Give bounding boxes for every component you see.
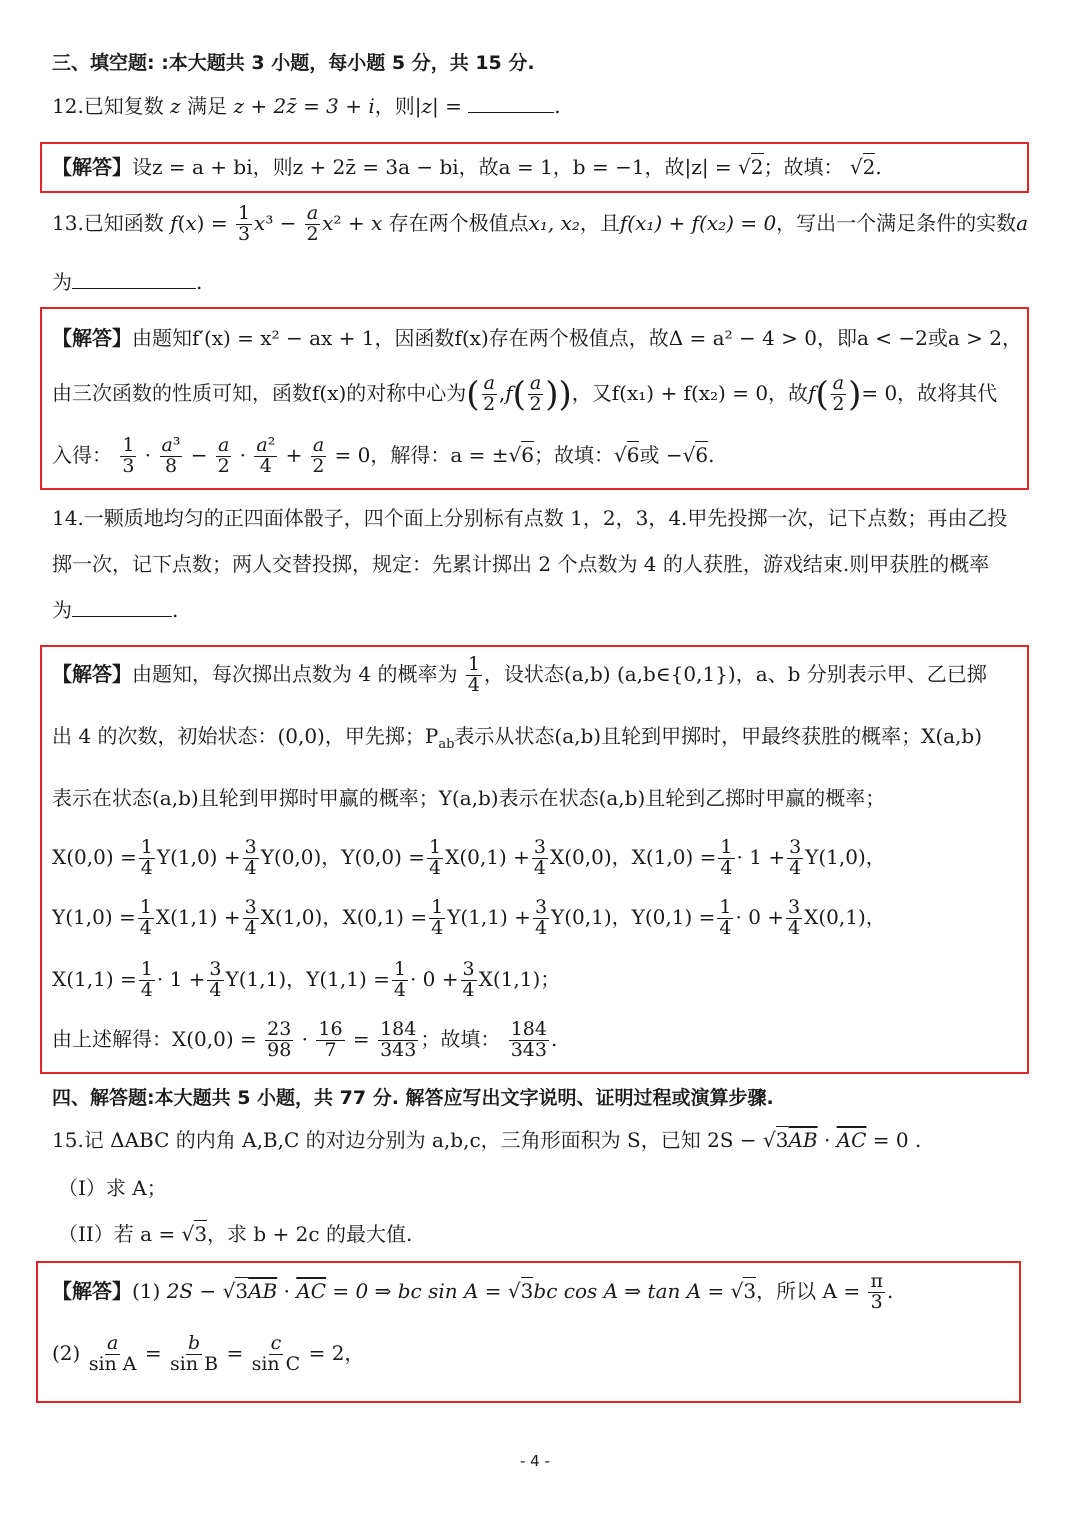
answer-blank — [468, 111, 554, 113]
answer-blank — [72, 615, 172, 617]
page-number: - 4 - — [520, 1452, 550, 1470]
question-14-line1: 14.一颗质地均匀的正四面体骰子，四个面上分别标有点数 1，2，3，4.甲先投掷一次，记下点数；再由乙投 — [52, 506, 1008, 530]
answer-15-part1: 【解答】(1) $2S - √3\overline{AB} \cdot \overline{AC} = 0$ ⇒ bc sin A = √3bc cos A ⇒ tan A = √3，所以 A = $\frac{\pi}{3}$ . — [52, 1270, 894, 1313]
section4-heading: 四、解答题:本大题共 5 小题，共 77 分. 解答应写出文字说明、证明过程或演算步骤. — [52, 1087, 774, 1109]
question-15-part1: （I）求 A； — [58, 1176, 167, 1200]
question-13: 13.已知函数 f(x) = $\frac{1}{3}$ x³ − $\frac{a}{2}$ x² + x 存在两个极值点x₁, x₂，且f(x₁) + f(x₂) = 0，写出一个满足条件的实数a — [52, 202, 1029, 245]
answer-14-eq3: X(1,1) = $\frac{1}{4}$ · 1 + $\frac{3}{4}$ Y(1,1)，Y(1,1) = $\frac{1}{4}$ · 0 + $\frac{3}{4}$ X(1,1)； — [52, 958, 561, 1001]
answer-14-line2: 出 4 的次数，初始状态：(0,0)，甲先掷；$P_{ab}$表示从状态(a,b)且轮到甲掷时，甲最终获胜的概率；X(a,b) — [52, 724, 983, 752]
question-14-line2: 掷一次，记下点数；两人交替投掷，规定：先累计掷出 2 个点数为 4 的人获胜，游戏结束.则甲获胜的概率 — [52, 552, 990, 576]
answer-14-result: 由上述解得：X(0,0) = $\frac{23}{98}$ · $\frac{16}{7}$ = $\frac{184}{343}$ ；故填： $\frac{184}{343}$ . — [52, 1018, 558, 1061]
answer-13-line1: 【解答】由题知f′(x) = x² − ax + 1，因函数f(x)存在两个极值点，故Δ = a² − 4 > 0，即a < −2或a > 2， — [52, 326, 1023, 350]
answer-13-line2: 由三次函数的性质可知，函数f(x)的对称中心为( $\frac{a}{2}$ ,f( $\frac{a}{2}$ ))，又f(x₁) + f(x₂) = 0，故f( $\frac{a}{2}$ )= 0，故将其代 — [52, 372, 998, 415]
answer-13-line3: 入得： $\frac{1}{3}$ · $\frac{\text{a³}}{8}$ − $\frac{a}{2}$ · $\frac{\text{a²}}{4}$ + $\frac{a}{2}$ = 0，解得：a = ±√6；故填：√6或 −√6. — [52, 434, 715, 477]
answer-14-eq2: Y(1,0) = $\frac{1}{4}$ X(1,1) + $\frac{3}{4}$ X(1,0)，X(0,1) = $\frac{1}{4}$ Y(1,1) + $\frac{3}{4}$ Y(0,1)，Y(0,1) = $\frac{1}{4}$ · 0 + $\frac{3}{4}$ X(0,1)， — [52, 896, 886, 939]
fraction: $\frac{1}{3}$ — [237, 202, 251, 245]
answer-12: 【解答】设z = a + bi，则z + 2z̄ = 3a − bi，故a = 1，b = −1，故|z| = √2；故填： √2. — [52, 155, 882, 179]
answer-14-eq1: X(0,0) = $\frac{1}{4}$ Y(1,0) + $\frac{3}{4}$ Y(0,0)，Y(0,0) = $\frac{1}{4}$ X(0,1) + $\frac{3}{4}$ X(0,0)，X(1,0) = $\frac{1}{4}$ · 1 + $\frac{3}{4}$ Y(1,0)， — [52, 836, 886, 879]
answer-blank — [72, 287, 196, 289]
answer-14-line3: 表示在状态(a,b)且轮到甲掷时甲赢的概率；Y(a,b)表示在状态(a,b)且轮到乙掷时甲赢的概率； — [52, 786, 886, 810]
section3-heading: 三、填空题: :本大题共 3 小题，每小题 5 分，共 15 分. — [52, 52, 535, 74]
question-14-line3: 为 . — [52, 598, 179, 622]
question-15-part2: （II）若 a = √3，求 b + 2c 的最大值. — [58, 1222, 413, 1246]
answer-15-part2: (2) $\frac{a}{\text{sin A}}$ = $\frac{b}{\text{sin B}}$ = $\frac{c}{\text{sin C}}$ = 2， — [52, 1332, 365, 1375]
question-13-line2: 为 . — [52, 270, 203, 294]
fraction: $\frac{a}{2}$ — [306, 202, 319, 245]
question-12: 12.已知复数 z 满足 z + 2z̄ = 3 + i，则|z| = . — [52, 94, 561, 118]
answer-14-line1: 【解答】由题知，每次掷出点数为 4 的概率为 $\frac{1}{4}$ ，设状态(a,b) (a,b∈{0,1})，a、b 分别表示甲、乙已掷 — [52, 653, 987, 696]
question-15: 15.记 ΔABC 的内角 A,B,C 的对边分别为 a,b,c，三角形面积为 S，已知 $2S - √3\overline{AB} \cdot \overline{AC} = 0$ . — [52, 1128, 922, 1152]
